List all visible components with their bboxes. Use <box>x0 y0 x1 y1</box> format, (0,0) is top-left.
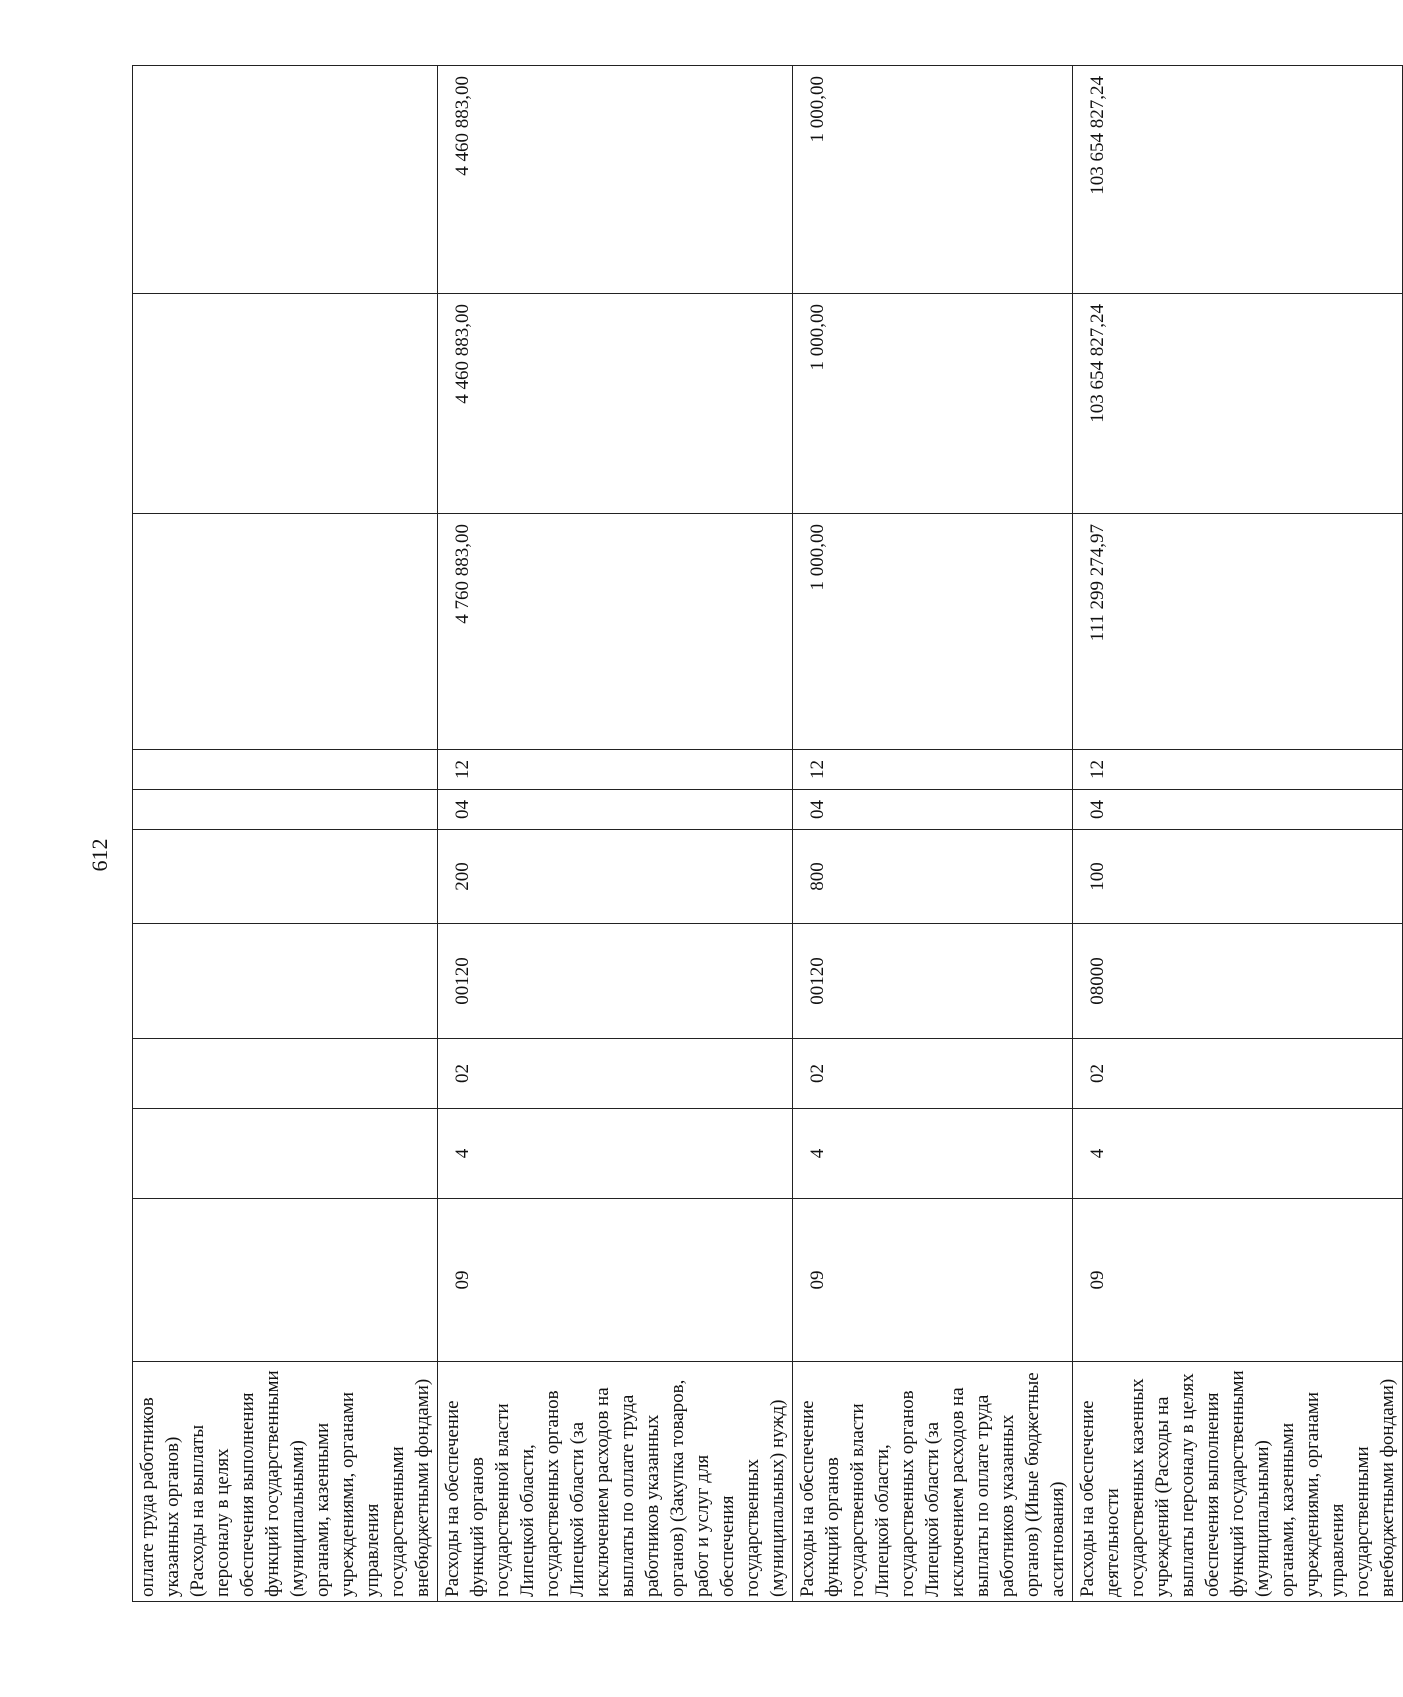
cell-code-3: 02 <box>1073 1039 1403 1109</box>
cell-amount-3: 4 460 883,00 <box>438 66 793 294</box>
row-description: Расходы на обеспечение функций органов государственной власти Липецкой области, государственных органов Липецкой области (за исключением расходов на выплаты по оплате труда работников указанных органов) (Иные бюджетные ассигнования) <box>793 1362 1073 1602</box>
cell-code-3: 02 <box>793 1039 1073 1109</box>
cell-code-4: 08000 <box>1073 924 1403 1039</box>
cell-code-6 <box>133 790 438 830</box>
cell-code-7 <box>133 750 438 790</box>
cell-code-1 <box>133 1199 438 1362</box>
cell-amount-2: 1 000,00 <box>793 294 1073 514</box>
cell-code-1: 09 <box>1073 1199 1403 1362</box>
cell-code-7: 12 <box>793 750 1073 790</box>
cell-amount-1: 4 760 883,00 <box>438 514 793 750</box>
cell-code-5 <box>133 830 438 924</box>
cell-amount-3 <box>133 66 438 294</box>
cell-code-4: 00120 <box>793 924 1073 1039</box>
rotated-table-wrapper <box>132 66 1398 1602</box>
cell-amount-2: 4 460 883,00 <box>438 294 793 514</box>
cell-code-2: 4 <box>793 1109 1073 1199</box>
table-row <box>133 66 438 1602</box>
cell-code-6: 04 <box>793 790 1073 830</box>
cell-amount-3: 103 654 827,24 <box>1073 66 1403 294</box>
cell-code-7: 12 <box>438 750 793 790</box>
cell-amount-1: 111 299 274,97 <box>1073 514 1403 750</box>
cell-code-5: 200 <box>438 830 793 924</box>
cell-code-6: 04 <box>438 790 793 830</box>
cell-code-7: 12 <box>1073 750 1403 790</box>
cell-code-5: 100 <box>1073 830 1403 924</box>
table-row <box>793 66 1073 1602</box>
cell-code-3: 02 <box>438 1039 793 1109</box>
cell-amount-3: 1 000,00 <box>793 66 1073 294</box>
cell-code-6: 04 <box>1073 790 1403 830</box>
row-description: Расходы на обеспечение деятельности государственных казенных учреждений (Расходы на выплаты персоналу в целях обеспечения выполнения функций государственными (муниципальными) органами, казенными учреждениями, органами управления государственными внебюджетными фондами) <box>1073 1362 1403 1602</box>
row-description: оплате труда работников указанных органов) (Расходы на выплаты персоналу в целях обеспечения выполнения функций государственными (муниципальными) органами, казенными учреждениями, органами управления государственными внебюджетными фондами) <box>133 1362 438 1602</box>
cell-code-2: 4 <box>438 1109 793 1199</box>
cell-code-4 <box>133 924 438 1039</box>
cell-amount-2 <box>133 294 438 514</box>
cell-code-5: 800 <box>793 830 1073 924</box>
cell-code-4: 00120 <box>438 924 793 1039</box>
page-number: 612 <box>87 838 112 872</box>
cell-code-1: 09 <box>438 1199 793 1362</box>
table-row <box>1073 66 1403 1602</box>
cell-code-3 <box>133 1039 438 1109</box>
cell-code-2 <box>133 1109 438 1199</box>
cell-amount-1 <box>133 514 438 750</box>
budget-table <box>132 65 1403 1602</box>
cell-code-1: 09 <box>793 1199 1073 1362</box>
cell-amount-2: 103 654 827,24 <box>1073 294 1403 514</box>
table-row <box>438 66 793 1602</box>
cell-code-2: 4 <box>1073 1109 1403 1199</box>
cell-amount-1: 1 000,00 <box>793 514 1073 750</box>
row-description: Расходы на обеспечение функций органов государственной власти Липецкой области, государственных органов Липецкой области (за исключением расходов на выплаты по оплате труда работников указанных органов) (Закупка товаров, работ и услуг для обеспечения государственных (муниципальных) нужд) <box>438 1362 793 1602</box>
